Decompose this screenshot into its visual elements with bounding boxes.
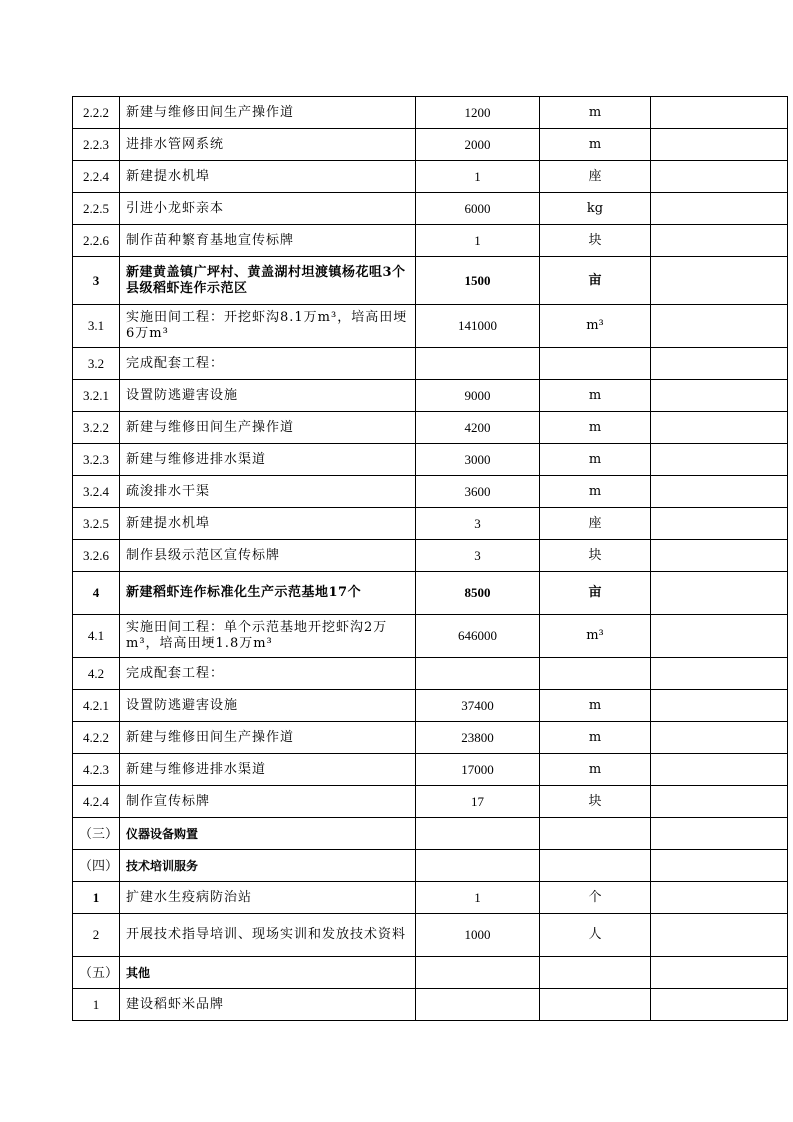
row-note	[651, 658, 788, 690]
row-item: 完成配套工程：	[120, 348, 416, 380]
row-quantity: 1	[416, 225, 540, 257]
row-note	[651, 914, 788, 957]
row-unit: 块	[540, 540, 651, 572]
row-unit: m	[540, 754, 651, 786]
row-number: 3.1	[73, 305, 120, 348]
row-item: 新建黄盖镇广坪村、黄盖湖村坦渡镇杨花咀3个县级稻虾连作示范区	[120, 257, 416, 305]
row-note	[651, 722, 788, 754]
table-row	[73, 257, 788, 305]
row-number: 4.2.1	[73, 690, 120, 722]
table-row	[73, 818, 788, 850]
row-quantity	[416, 989, 540, 1021]
row-item: 设置防逃避害设施	[120, 380, 416, 412]
row-number: 1	[73, 989, 120, 1021]
row-unit: m	[540, 722, 651, 754]
row-unit: m	[540, 380, 651, 412]
row-quantity	[416, 658, 540, 690]
row-item: 新建与维修田间生产操作道	[120, 412, 416, 444]
table-row	[73, 540, 788, 572]
row-note	[651, 754, 788, 786]
table-row	[73, 97, 788, 129]
row-number: 3.2.1	[73, 380, 120, 412]
row-quantity: 17000	[416, 754, 540, 786]
row-note	[651, 882, 788, 914]
row-number: 1	[73, 882, 120, 914]
row-item: 制作苗种繁育基地宣传标牌	[120, 225, 416, 257]
row-note	[651, 380, 788, 412]
project-table	[72, 96, 788, 1021]
row-number: 4.2.4	[73, 786, 120, 818]
row-unit: m³	[540, 615, 651, 658]
row-unit	[540, 818, 651, 850]
row-number: 2.2.5	[73, 193, 120, 225]
row-item: 疏浚排水干渠	[120, 476, 416, 508]
row-unit	[540, 658, 651, 690]
row-quantity: 1	[416, 161, 540, 193]
row-quantity: 141000	[416, 305, 540, 348]
table-row	[73, 444, 788, 476]
row-quantity: 1200	[416, 97, 540, 129]
row-item: 新建与维修田间生产操作道	[120, 97, 416, 129]
table-row	[73, 129, 788, 161]
row-number: （四）	[73, 850, 120, 882]
row-number: 3.2.2	[73, 412, 120, 444]
row-quantity	[416, 348, 540, 380]
row-note	[651, 97, 788, 129]
row-quantity: 1	[416, 882, 540, 914]
row-quantity: 3000	[416, 444, 540, 476]
row-quantity: 9000	[416, 380, 540, 412]
row-note	[651, 193, 788, 225]
row-unit: kg	[540, 193, 651, 225]
table-row	[73, 508, 788, 540]
row-unit: 块	[540, 225, 651, 257]
row-item: 新建稻虾连作标准化生产示范基地17个	[120, 572, 416, 615]
row-note	[651, 129, 788, 161]
row-item: 仪器设备购置	[120, 818, 416, 850]
table-row	[73, 305, 788, 348]
row-number: 3.2.3	[73, 444, 120, 476]
row-unit: 块	[540, 786, 651, 818]
table-row	[73, 989, 788, 1021]
row-item: 开展技术指导培训、现场实训和发放技术资料	[120, 914, 416, 957]
table-row	[73, 754, 788, 786]
table-row	[73, 615, 788, 658]
row-item: 建设稻虾米品牌	[120, 989, 416, 1021]
row-unit: 亩	[540, 257, 651, 305]
row-item: 完成配套工程：	[120, 658, 416, 690]
row-note	[651, 444, 788, 476]
table-row	[73, 412, 788, 444]
row-number: 4.2.3	[73, 754, 120, 786]
row-number: 2.2.2	[73, 97, 120, 129]
table-row	[73, 957, 788, 989]
row-unit: 座	[540, 508, 651, 540]
row-unit: m	[540, 476, 651, 508]
row-unit: 亩	[540, 572, 651, 615]
row-note	[651, 257, 788, 305]
row-note	[651, 615, 788, 658]
row-note	[651, 476, 788, 508]
row-note	[651, 572, 788, 615]
row-number: 3	[73, 257, 120, 305]
row-number: 4	[73, 572, 120, 615]
row-item: 制作宣传标牌	[120, 786, 416, 818]
row-unit: m³	[540, 305, 651, 348]
row-item: 新建与维修进排水渠道	[120, 754, 416, 786]
row-quantity	[416, 850, 540, 882]
row-number: 3.2.6	[73, 540, 120, 572]
row-item: 设置防逃避害设施	[120, 690, 416, 722]
row-quantity: 4200	[416, 412, 540, 444]
row-quantity: 6000	[416, 193, 540, 225]
table-row	[73, 722, 788, 754]
row-note	[651, 508, 788, 540]
row-note	[651, 540, 788, 572]
row-note	[651, 225, 788, 257]
table-row	[73, 161, 788, 193]
table-row	[73, 914, 788, 957]
row-item: 技术培训服务	[120, 850, 416, 882]
row-note	[651, 305, 788, 348]
table-row	[73, 786, 788, 818]
row-number: 3.2	[73, 348, 120, 380]
row-unit: m	[540, 690, 651, 722]
row-number: 3.2.4	[73, 476, 120, 508]
table-row	[73, 850, 788, 882]
row-quantity	[416, 957, 540, 989]
row-number: 2	[73, 914, 120, 957]
row-quantity: 8500	[416, 572, 540, 615]
row-quantity	[416, 818, 540, 850]
row-quantity: 17	[416, 786, 540, 818]
row-note	[651, 161, 788, 193]
row-item: 新建与维修进排水渠道	[120, 444, 416, 476]
row-unit: 个	[540, 882, 651, 914]
row-note	[651, 850, 788, 882]
row-quantity: 37400	[416, 690, 540, 722]
table-body	[73, 97, 788, 1021]
row-quantity: 23800	[416, 722, 540, 754]
row-item: 扩建水生疫病防治站	[120, 882, 416, 914]
row-number: 3.2.5	[73, 508, 120, 540]
row-unit: 座	[540, 161, 651, 193]
row-unit	[540, 850, 651, 882]
row-item: 新建与维修田间生产操作道	[120, 722, 416, 754]
table-row	[73, 380, 788, 412]
row-quantity: 3	[416, 540, 540, 572]
row-item: 制作县级示范区宣传标牌	[120, 540, 416, 572]
table-row	[73, 193, 788, 225]
row-item: 引进小龙虾亲本	[120, 193, 416, 225]
row-quantity: 2000	[416, 129, 540, 161]
row-note	[651, 412, 788, 444]
row-number: （五）	[73, 957, 120, 989]
row-note	[651, 957, 788, 989]
row-note	[651, 989, 788, 1021]
row-note	[651, 818, 788, 850]
table-row	[73, 225, 788, 257]
row-quantity: 3	[416, 508, 540, 540]
row-note	[651, 690, 788, 722]
row-unit	[540, 348, 651, 380]
row-number: 2.2.6	[73, 225, 120, 257]
row-unit	[540, 957, 651, 989]
row-quantity: 1000	[416, 914, 540, 957]
row-unit	[540, 989, 651, 1021]
row-number: 4.1	[73, 615, 120, 658]
row-note	[651, 348, 788, 380]
row-number: 4.2	[73, 658, 120, 690]
row-quantity: 646000	[416, 615, 540, 658]
row-unit: m	[540, 97, 651, 129]
table-row	[73, 476, 788, 508]
table-row	[73, 658, 788, 690]
row-item: 实施田间工程：单个示范基地开挖虾沟2万m³，培高田埂1.8万m³	[120, 615, 416, 658]
row-unit: m	[540, 412, 651, 444]
table-row	[73, 348, 788, 380]
row-number: 2.2.3	[73, 129, 120, 161]
row-quantity: 1500	[416, 257, 540, 305]
row-number: （三）	[73, 818, 120, 850]
row-item: 新建提水机埠	[120, 508, 416, 540]
table-row	[73, 572, 788, 615]
row-item: 其他	[120, 957, 416, 989]
row-item: 进排水管网系统	[120, 129, 416, 161]
table-row	[73, 882, 788, 914]
row-unit: m	[540, 444, 651, 476]
row-item: 新建提水机埠	[120, 161, 416, 193]
row-unit: m	[540, 129, 651, 161]
row-number: 4.2.2	[73, 722, 120, 754]
row-note	[651, 786, 788, 818]
row-item: 实施田间工程：开挖虾沟8.1万m³，培高田埂6万m³	[120, 305, 416, 348]
row-unit: 人	[540, 914, 651, 957]
row-number: 2.2.4	[73, 161, 120, 193]
table-row	[73, 690, 788, 722]
row-quantity: 3600	[416, 476, 540, 508]
